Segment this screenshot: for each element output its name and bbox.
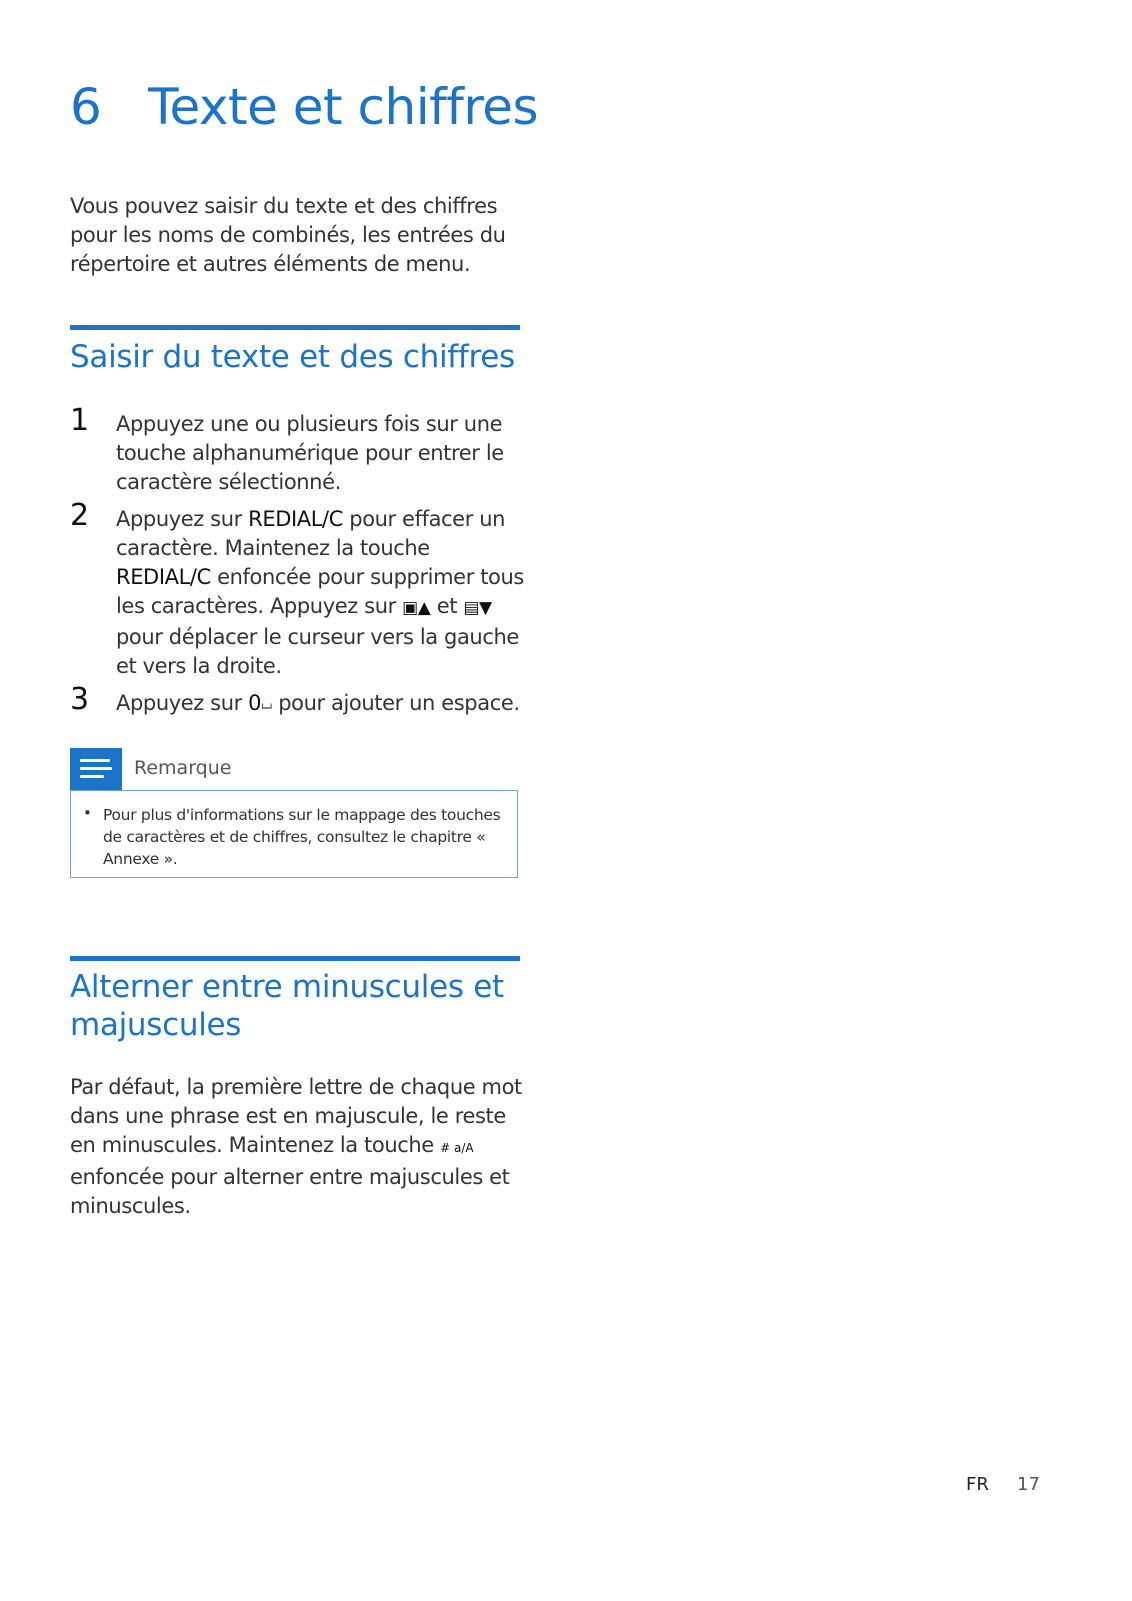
bullet-icon: • (83, 804, 92, 822)
chapter-title (70, 78, 538, 136)
step-2 (70, 498, 530, 681)
section1-rule (70, 325, 520, 330)
calllog-down-icon: ▤▼ (463, 598, 492, 618)
step-text: Appuyez une ou plusieurs fois sur une touche alphanumérique pour entrer le caractère sélectionné. (116, 412, 504, 494)
redial-key-label: REDIAL/C (248, 507, 343, 531)
step-text: pour déplacer le curseur vers la gauche et vers la droite. (116, 625, 519, 678)
note-icon (70, 748, 122, 790)
step-text: enfoncée pour supprimer tous les caractères. Appuyez sur (116, 565, 524, 618)
section2-heading: Alterner entre minuscules et majuscules (70, 969, 504, 1043)
footer-page-number: 17 (1017, 1474, 1040, 1495)
step-text: Appuyez sur (116, 691, 249, 715)
note-header (70, 748, 520, 790)
step-number: 1 (70, 403, 89, 438)
step-text: Appuyez sur (116, 507, 249, 531)
note-title: Remarque (134, 757, 232, 779)
step-text: pour effacer un caractère. Maintenez la touche (116, 507, 506, 560)
note-box (70, 790, 518, 878)
paragraph-text: Par défaut, la première lettre de chaque mot dans une phrase est en majuscule, le reste en minuscules. Maintenez la touche (70, 1075, 522, 1157)
section2-paragraph (70, 1073, 530, 1221)
paragraph-text: enfoncée pour alterner entre majuscules et minuscules. (70, 1165, 510, 1218)
section1-heading: Saisir du texte et des chiffres (70, 339, 515, 375)
step-number: 3 (70, 682, 89, 717)
chapter-title-text: Texte et chiffres (148, 78, 539, 136)
space-key-icon: ⏘ (261, 695, 272, 715)
step-3 (70, 682, 530, 720)
step-number: 2 (70, 498, 89, 533)
intro-paragraph: Vous pouvez saisir du texte et des chiffres pour les noms de combinés, les entrées du répertoire et autres éléments de menu. (70, 194, 506, 276)
note-text: Pour plus d'informations sur le mappage des touches de caractères et de chiffres, consultez le chapitre « Annexe ». (103, 806, 501, 868)
step-text: pour ajouter un espace. (271, 691, 520, 715)
steps-list (70, 403, 530, 728)
phonebook-up-icon: ▣▲ (402, 598, 431, 618)
section2-rule (70, 956, 520, 961)
chapter-number: 6 (70, 78, 102, 136)
redial-key-label: REDIAL/C (116, 565, 211, 589)
hash-key-icon: # a/A (440, 1141, 474, 1155)
footer-language: FR (966, 1474, 989, 1495)
step-text: et (430, 594, 464, 618)
zero-key-label: 0 (248, 691, 262, 715)
step-1 (70, 403, 530, 497)
